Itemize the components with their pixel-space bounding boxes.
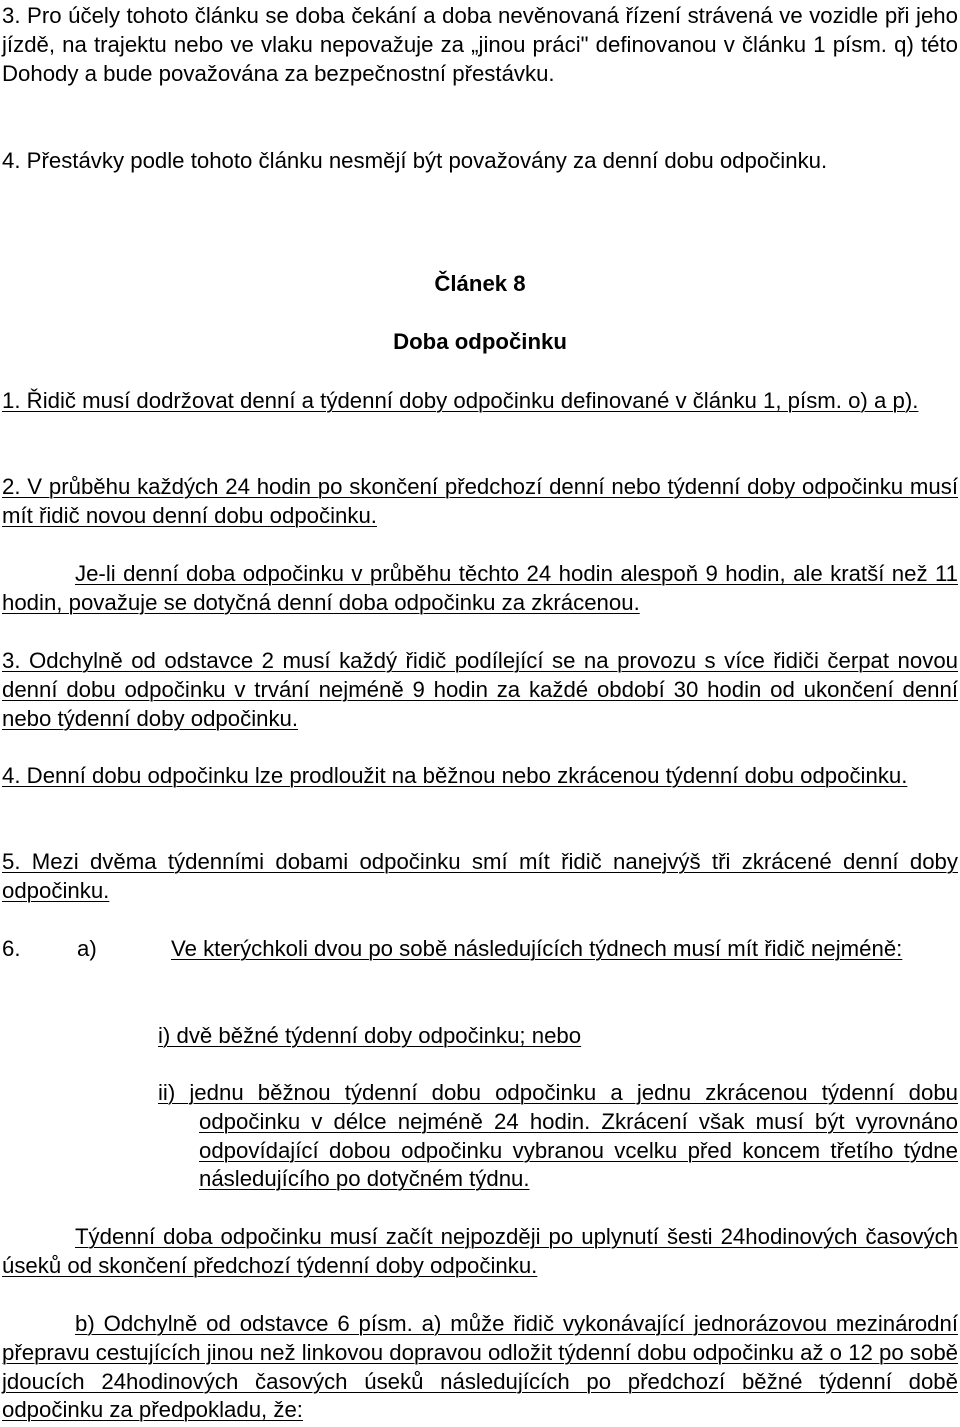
- article-item-2-reduced: Je-li denní doba odpočinku v průběhu těchto 24 hodin alespoň 9 hodin, ale kratší než 11 hodin, považuje se dotyčná denní doba odpočinku za zkrácenou.: [2, 561, 958, 615]
- article-item-1: 1. Řidič musí dodržovat denní a týdenní doby odpočinku definované v článku 1, písm. o) a p).: [2, 388, 919, 413]
- article-title: Doba odpočinku: [393, 329, 567, 354]
- item-6-weekly-rest: Týdenní doba odpočinku musí začít nejpozději po uplynutí šesti 24hodinových časových úseků od skončení předchozí týdenní doby odpočinku.: [2, 1224, 958, 1278]
- paragraph-3: 3. Pro účely tohoto článku se doba čekání a doba nevěnovaná řízení strávená ve vozidle při jeho jízdě, na trajektu nebo ve vlaku nepovažuje za „jinou práci" definovanou v článku 1 písm. q) této Dohody a bude považována za bezpečnostní přestávku.: [2, 3, 958, 86]
- article-number: Článek 8: [434, 271, 526, 296]
- item-6b: b) Odchylně od odstavce 6 písm. a) může řidič vykonávající jednorázovou mezinárodní přepravu cestujících jinou než linkovou dopravou odložit týdenní dobu odpočinku až o 12 po sobě jdoucích 24hodinových časových úseků následujících po předchozí běžné týdenní době odpočinku za předpokladu, že:: [2, 1311, 958, 1423]
- article-item-6a: [2, 935, 958, 964]
- article-item-2: 2. V průběhu každých 24 hodin po skončení předchozí denní nebo týdenní doby odpočinku musí mít řidič novou denní dobu odpočinku.: [2, 474, 958, 528]
- paragraph-4: 4. Přestávky podle tohoto článku nesmějí být považovány za denní dobu odpočinku.: [2, 148, 828, 173]
- article-item-4: 4. Denní dobu odpočinku lze prodloužit na běžnou nebo zkrácenou týdenní dobu odpočinku.: [2, 763, 908, 788]
- article-item-3: 3. Odchylně od odstavce 2 musí každý řidič podílející se na provozu s více řidiči čerpat novou denní dobu odpočinku v trvání nejméně 9 hodin za každé období 30 hodin od ukončení denní nebo týdenní doby odpočinku.: [2, 648, 958, 731]
- item-6-number: 6.: [2, 936, 21, 961]
- item-6a-text: Ve kterýchkoli dvou po sobě následujících týdnech musí mít řidič nejméně:: [171, 936, 903, 961]
- item-6a-option-ii: ii) jednu běžnou týdenní dobu odpočinku a jednu zkrácenou týdenní dobu odpočinku v délce nejméně 24 hodin. Zkrácení však musí být vyrovnáno odpovídající dobou odpočinku vybranou vcelku před koncem třetího týdne následujícího po dotyčném týdnu.: [158, 1080, 958, 1192]
- article-item-5: 5. Mezi dvěma týdenními dobami odpočinku smí mít řidič nanejvýš tři zkrácené denní doby odpočinku.: [2, 849, 958, 903]
- item-6a-label: a): [77, 936, 97, 961]
- item-6a-option-i: i) dvě běžné týdenní doby odpočinku; nebo: [158, 1023, 582, 1048]
